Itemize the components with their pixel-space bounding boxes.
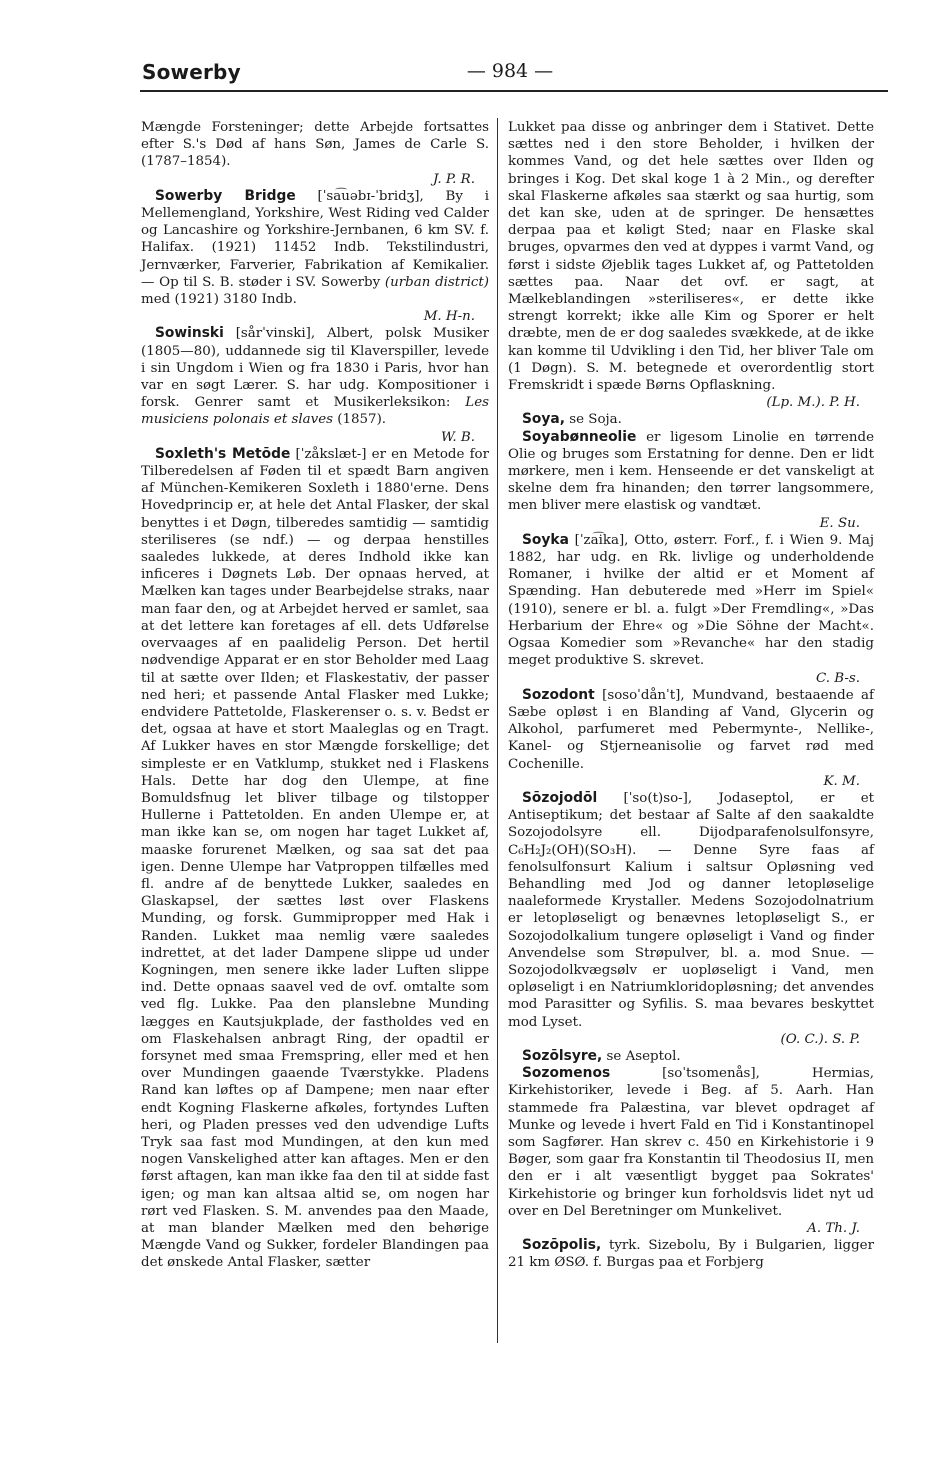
entry-text: se Soja. [569,412,622,428]
author-signature: A. Th. J. [807,1221,860,1236]
entry-soyka [508,532,874,687]
headword: Sōzojodōl [522,789,598,806]
headword: Soyka [522,531,569,548]
entry-sowerby-continued [141,119,489,188]
author-signature: E. Su. [819,515,860,531]
headword: Sozodont [522,686,595,703]
entry-text: med (1921) 3180 Indb. [141,292,297,308]
headword: Soya, [522,411,565,428]
entry-soya [508,411,874,428]
entry-text: [ˈza͡ika], Otto, østerr. Forf., f. i Wien 9. Maj 1882, har udg. en Rk. livlige og underholdende Romaner, i hvilke der altid er et Moment af Spænding. Han debuterede med »Herr im Spiel« (1910), senere er bl. a. fulgt »Der Fremdling«, »Das Herbarium der Ehre« og »Die Söhne der Macht«. Ogsaa Komedier som »Revanche« har den stadig meget produktive S. skrevet. [508,532,874,669]
entry-text: se Aseptol. [606,1048,681,1064]
entry-text: [ˈso(t)so-], Jodaseptol, er et Antiseptikum; det bestaar af Salte af den saakaldte Sozojodolsyre ell. Dijodparafenolsulfonsyre, C₆H₂J₂(OH)(SO₃H). — Denne Syre faas af fenolsulfonsurt Kalium i saltsur Opløsning ved Behandling med Jod og danner letopløselige naaleformede Krystaller. Medens Sozojodolnatrium er letopløseligt og benævnes letopløseligt S., er Sozojodolkalium tungere opløseligt i Vand og finder Anvendelse som Strøpulver, bl. a. mod Snue. — Sozojodolkvægsølv er uopløseligt i Vand, men opløseligt i en Natriumkloridopløsning; det anvendes mod Parasitter og Syfilis. S. maa bevares beskyttet mod Lyset. [508,790,875,1030]
author-signature: C. B-s. [815,670,860,686]
entry-sowerby-bridge [141,188,489,326]
entry-italic: Les musiciens polonais et slaves [141,395,489,428]
entry-sowinski [141,325,489,445]
entry-text: Mængde Forsteninger; dette Arbejde fortsattes efter S.'s Død af hans Søn, James de Carle S. (1787–1854). [141,120,489,170]
entry-sozolsyre [508,1048,874,1065]
entry-text: [sosoˈdånˈt], Mundvand, bestaaende af Sæbe opløst i en Blanding af Vand, Glycerin og Alkohol, parfumeret med Pebermynte-, Nellike-, Kanel- og Stjerneanisolie og farvet rød med Cochenille. [508,687,874,772]
entry-soxhlet [141,446,489,1272]
entry-text: [ˈsa͡uəbɪ-ˈbridʒ], By i Mellemengland, Yorkshire, West Riding ved Calder og Lancashire og Yorkshire-Jernbanen, 6 km SV. f. Halifax. (1921) 11452 Indb. Tekstilindustri, Jernværker, Farverier, Fabrikation af Kemikalier. — Op til S. B. støder i SV. Sowerby [141,188,490,290]
entry-soyabonneolie [508,429,874,532]
entry-text: [soˈtsomenås], Hermias, Kirkehistoriker, levede i Beg. af 5. Aarh. Han stammede fra Palæstina, var blevet opdraget af Munke og levede i hvert Fald en Tid i Konstantinopel som Sagfører. Han skrev c. 450 en Kirkehistorie i 9 Bøger, som gaar fra Konstantin til Theodosius II, men den er i alt væsentligt bygget paa Sokrates' Kirkehistorie og bringer kun forholdsvis lidet nyt ud over en Del Beretninger om Munkelivet. [508,1066,874,1219]
headword: Soyabønneolie [522,428,637,445]
entry-sozopolis [508,1237,874,1271]
entry-sozodont [508,687,874,790]
author-signature: (Lp. M.). P. H. [766,395,860,411]
headword: Soxleth's Metōde [155,445,291,462]
author-signature: (O. C.). S. P. [780,1031,860,1047]
page-header [140,60,890,100]
entry-sozojodol [508,790,874,1048]
entry-text: Lukket paa disse og anbringer dem i Stativet. Dette sættes ned i den store Beholder, i hvilken der kommes Vand, og det hele sættes over Ilden og bringes i Kog. Det skal koge 1 à 2 Min., og derefter skal Flaskerne afkøles saa stærkt og saa hurtig, som det kan ske, uden at de springer. De hensættes derpaa paa et køligt Sted; naar en Flaske skal bruges, opvarmes den ved at dyppes i varmt Vand, og først i sidste Øjeblik tages Lukket af, og Pattetolden sættes paa. Naar det ovf. er sagt, at Mælkeblandingen »steriliseres«, er dette ikke strengt korrekt; ikke alle Kim og Sporer er helt dræbte, men de er dog saaledes svækkede, at de ikke kan komme til Udvikling i den Tid, her bliver Tale om (1 Døgn). S. M. betegnede et overordentlig stort Fremskridt i spæde Børns Opflaskning. [508,120,874,394]
entry-text: (1857). [337,412,387,428]
page-number: — 984 — [466,60,554,82]
author-signature: J. P. R. [433,171,475,187]
entry-italic: (urban district) [384,274,489,290]
column-divider [497,118,498,1343]
entry-text: [sårˈvinski], Albert, polsk Musiker (1805—80), uddannede sig til Klaverspiller, levede i sin Ungdom i Wien og fra 1830 i Paris, hvor han var en søgt Lærer. S. har udg. Kompositioner i forsk. Genrer samt et Musikerleksikon: [141,326,489,411]
right-column [508,119,874,1272]
headword: Sozomenos [522,1065,611,1082]
author-signature: M. H-n. [423,309,475,325]
left-column [141,119,489,1272]
entry-text: [ˈzåkslæt-] er en Metode for Tilberedelsen af Føden til et spædt Barn angiven af München-Kemikeren Soxleth i 1880'erne. Dens Hovedprincip er, at hele det Antal Flasker, der skal benyttes i et Døgn, tilberedes samtidig — samtidig steriliseres (se ndf.) — og derpaa henstilles saaledes lukkede, at deres Indhold ikke kan inficeres i Døgnets Løb. Der opnaas herved, at Mælken kan tages under Bearbejdelse straks, naar man faar den, og at Arbejdet herved er samlet, saa at det lettere kan foretages af ell. dets Udførelse overvaages af en paalidelig Person. Det hertil nødvendige Apparat er en stor Beholder med Laag til at sætte over Ilden; et Flaskestativ, der passer ned heri; et passende Antal Flasker med Lukke; endvidere Pattetolde, Flaskerenser o. s. v. Bedst er det, ogsaa at have et stort Maaleglas og en Tragt. Af Lukker haves en stor Mængde forskellige; det simpleste er en Vatklump, stukket ned i Flaskens Hals. Dette har dog den Ulempe, at fine Bomuldsfnug let bliver tilbage og tilstopper Hullerne i Pattetolden. En anden Ulempe er, at man ikke kan se, om nogen har taget Lukket af, maaske forurenet Mælken, og saa sat det paa igen. Denne Ulempe har Vatproppen tilfælles med fl. andre af de benyttede Lukker, saaledes en Glaskapsel, der sættes løst over Flaskens Munding, og forsk. Gummipropper med Hak i Randen. Lukket maa nemlig være saaledes indrettet, at det lader Dampene slippe ud under Kogningen, men senere ikke lader Luften slippe ind. Dette opnaas saavel ved de ovf. omtalte som ved flg. Lukke. Paa den planslebne Munding lægges en Kautsjukplade, der fastholdes ved en om Flaskehalsen anbragt Ring, der opadtil er forsynet med smaa Fremspring, eller med et hen over Mundingen gaaende Tværstykke. Pladens Rand kan løftes op af Dampene; men naar efter endt Kogning Flaskerne afkøles, fortyndes Luften heri, og Pladen presses ved den udvendige Lufts Tryk saa fast mod Mundingen, at den kun med nogen Vanskelighed atter kan aftages. Men er den først aftagen, kan man ikke faa den til at sidde fast igen; og man kan altsaa altid se, om nogen har rørt ved Flasken. S. M. anvendes paa den Maade, at man blander Mælken med den behørige Mængde Vand og Sukker, fordeler Blandingen paa det ønskede Antal Flasker, sætter [141,446,490,1271]
headword: Sowinski [155,325,224,342]
entry-text: er ligesom Linolie en tørrende Olie og bruges som Erstatning for denne. Den er lidt mørkere, men i kem. Henseende er det vanskeligt at skelne dem fra hinanden; den tørrer langsommere, men bliver mere elastisk og vandtæt. [508,429,874,514]
author-signature: W. B. [440,429,475,445]
running-head: Sowerby [142,60,241,84]
headword: Sowerby Bridge [155,187,296,204]
entry-soxhlet-continued [508,119,874,411]
headword: Sozōlsyre, [522,1047,603,1064]
entry-text: tyrk. Sizebolu, By i Bulgarien, ligger 21 km ØSØ. f. Burgas paa et Forbjerg [508,1238,875,1271]
entry-sozomenos [508,1065,874,1237]
author-signature: K. M. [823,773,860,789]
headword: Sozōpolis, [522,1237,602,1254]
header-rule [140,90,888,92]
